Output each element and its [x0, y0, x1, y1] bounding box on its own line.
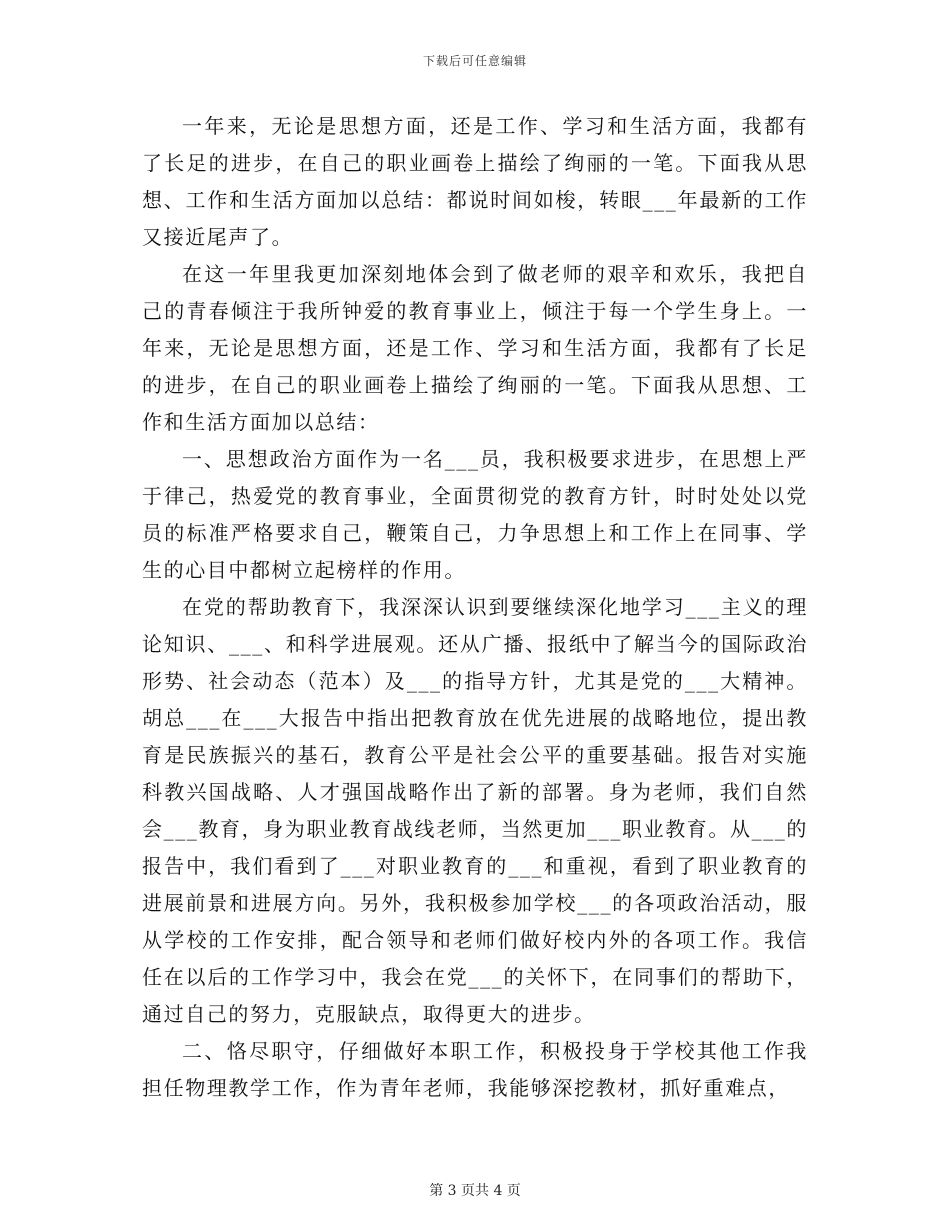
paragraph: 一、思想政治方面作为一名___员，我积极要求进步，在思想上严于律己，热爱党的教育事业，全面贯彻党的教育方针，时时处处以党员的标准严格要求自己，鞭策自己，力争思想上和工作上在同事、学生的心目中都树立起榜样的作用。: [142, 447, 808, 582]
document-body: [142, 108, 808, 1107]
page-number: 第 3 页共 4 页: [429, 1183, 521, 1199]
paragraph: 在这一年里我更加深刻地体会到了做老师的艰辛和欢乐，我把自己的青春倾注于我所钟爱的教育事业上，倾注于每一个学生身上。一年来，无论是思想方面，还是工作、学习和生活方面，我都有了长足的进步，在自己的职业画卷上描绘了绚丽的一笔。下面我从思想、工作和生活方面加以总结：: [142, 262, 808, 434]
header-note: 下载后可任意编辑: [422, 54, 527, 68]
paragraph: 一年来，无论是思想方面，还是工作、学习和生活方面，我都有了长足的进步，在自己的职业画卷上描绘了绚丽的一笔。下面我从思想、工作和生活方面加以总结：都说时间如梭，转眼___年最新的工作又接近尾声了。: [142, 114, 808, 249]
paragraph: 二、恪尽职守，仔细做好本职工作，积极投身于学校其他工作我担任物理教学工作，作为青年老师，我能够深挖教材，抓好重难点，: [142, 1039, 808, 1100]
paragraph: 在党的帮助教育下，我深深认识到要继续深化地学习___主义的理论知识、___、和科学进展观。还从广播、报纸中了解当今的国际政治形势、社会动态（范本）及___的指导方针，尤其是党的___大精神。胡总___在___大报告中指出把教育放在优先进展的战略地位，提出教育是民族振兴的基石，教育公平是社会公平的重要基础。报告对实施科教兴国战略、人才强国战略作出了新的部署。身为老师，我们自然会___教育，身为职业教育战线老师，当然更加___职业教育。从___的报告中，我们看到了___对职业教育的___和重视，看到了职业教育的进展前景和进展方向。另外，我积极参加学校___的各项政治活动，服从学校的工作安排，配合领导和老师们做好校内外的各项工作。我信任在以后的工作学习中，我会在党___的关怀下，在同事们的帮助下，通过自己的努力，克服缺点，取得更大的进步。: [142, 595, 808, 1026]
